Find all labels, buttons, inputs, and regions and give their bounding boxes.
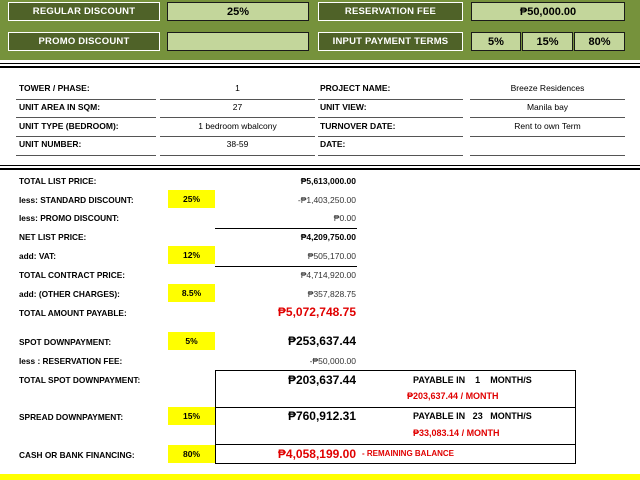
unit-area-value[interactable]: 27 bbox=[232, 102, 243, 112]
promo-discount-input[interactable] bbox=[167, 32, 309, 51]
total-payable-value: ₱5,072,748.75 bbox=[277, 305, 356, 319]
unit-type-value[interactable]: 1 bedroom wbalcony bbox=[198, 121, 277, 131]
turnover-date-value[interactable]: Rent to own Term bbox=[514, 121, 581, 131]
divider bbox=[470, 117, 625, 118]
other-charges-label: add: (OTHER CHARGES): bbox=[19, 289, 120, 299]
unit-area-label: UNIT AREA IN SQM: bbox=[19, 102, 101, 112]
divider bbox=[470, 99, 625, 100]
less-reservation-value: -₱50,000.00 bbox=[309, 356, 356, 366]
unit-view-value[interactable]: Manila bay bbox=[526, 102, 569, 112]
other-charges-pct: 8.5% bbox=[168, 284, 215, 302]
spread-monthly-value: ₱33,083.14 bbox=[413, 428, 460, 438]
vat-pct: 12% bbox=[168, 246, 215, 264]
divider bbox=[318, 99, 463, 100]
financing-label: CASH OR BANK FINANCING: bbox=[19, 450, 135, 460]
reservation-fee-input[interactable]: ₱50,000.00 bbox=[471, 2, 625, 21]
unit-type-label: UNIT TYPE (BEDROOM): bbox=[19, 121, 119, 131]
tower-label: TOWER / PHASE: bbox=[19, 83, 90, 93]
unit-view-label: UNIT VIEW: bbox=[320, 102, 367, 112]
divider bbox=[318, 136, 463, 137]
spot-monthly-value: ₱203,637.44 bbox=[407, 391, 459, 401]
divider bbox=[16, 155, 156, 156]
vat-label: add: VAT: bbox=[19, 251, 57, 261]
payment-terms-label: INPUT PAYMENT TERMS bbox=[318, 32, 463, 51]
financing-value: ₱4,058,199.00 bbox=[277, 447, 356, 461]
reservation-fee-label: RESERVATION FEE bbox=[318, 2, 463, 21]
promo-discount-row-value: ₱0.00 bbox=[333, 213, 356, 223]
spread-downpayment-label: SPREAD DOWNPAYMENT: bbox=[19, 412, 124, 422]
promo-discount-row-label: less: PROMO DISCOUNT: bbox=[19, 213, 120, 223]
divider bbox=[160, 99, 315, 100]
payment-term-spread-input[interactable]: 15% bbox=[522, 32, 573, 51]
regular-discount-input[interactable]: 25% bbox=[167, 2, 309, 21]
divider bbox=[215, 266, 357, 267]
spot-downpayment-label: SPOT DOWNPAYMENT: bbox=[19, 337, 112, 347]
total-list-price-label: TOTAL LIST PRICE: bbox=[19, 176, 97, 186]
divider bbox=[16, 136, 156, 137]
regular-discount-label: REGULAR DISCOUNT bbox=[8, 2, 160, 21]
divider bbox=[215, 228, 357, 229]
per-month-label: / MONTH bbox=[461, 428, 500, 438]
divider bbox=[470, 136, 625, 137]
turnover-date-label: TURNOVER DATE: bbox=[320, 121, 396, 131]
standard-discount-pct: 25% bbox=[168, 190, 215, 208]
promo-discount-label: PROMO DISCOUNT bbox=[8, 32, 160, 51]
divider bbox=[318, 117, 463, 118]
divider bbox=[160, 117, 315, 118]
contract-price-label: TOTAL CONTRACT PRICE: bbox=[19, 270, 126, 280]
divider bbox=[16, 117, 156, 118]
total-spot-label: TOTAL SPOT DOWNPAYMENT: bbox=[19, 375, 141, 385]
divider bbox=[160, 136, 315, 137]
spot-monthly-amount bbox=[407, 391, 499, 401]
date-label: DATE: bbox=[320, 139, 346, 149]
tower-value[interactable]: 1 bbox=[235, 83, 240, 93]
less-reservation-label: less : RESERVATION FEE: bbox=[19, 356, 123, 366]
divider bbox=[0, 165, 640, 166]
divider bbox=[0, 63, 640, 64]
settings-panel bbox=[0, 0, 640, 60]
spot-downpayment-value: ₱253,637.44 bbox=[287, 334, 356, 348]
total-spot-value: ₱203,637.44 bbox=[287, 373, 356, 387]
footer-band bbox=[0, 474, 640, 480]
divider bbox=[318, 155, 463, 156]
net-list-price-label: NET LIST PRICE: bbox=[19, 232, 87, 242]
divider bbox=[470, 155, 625, 156]
financing-pct: 80% bbox=[168, 445, 215, 463]
spot-payable-text: PAYABLE IN 1 MONTH/S bbox=[413, 375, 532, 385]
divider bbox=[160, 155, 315, 156]
project-name-value[interactable]: Breeze Residences bbox=[510, 83, 585, 93]
payment-term-financing-input[interactable]: 80% bbox=[574, 32, 625, 51]
per-month-label: / MONTH bbox=[460, 391, 499, 401]
spread-payable-text: PAYABLE IN 23 MONTH/S bbox=[413, 411, 532, 421]
divider bbox=[0, 168, 640, 170]
spread-monthly-amount bbox=[413, 428, 500, 438]
total-list-price-value: ₱5,613,000.00 bbox=[300, 176, 356, 186]
standard-discount-label: less: STANDARD DISCOUNT: bbox=[19, 195, 134, 205]
net-list-price-value: ₱4,209,750.00 bbox=[300, 232, 356, 242]
unit-number-label: UNIT NUMBER: bbox=[19, 139, 82, 149]
vat-value: ₱505,170.00 bbox=[307, 251, 356, 261]
divider bbox=[16, 99, 156, 100]
total-payable-label: TOTAL AMOUNT PAYABLE: bbox=[19, 308, 127, 318]
project-name-label: PROJECT NAME: bbox=[320, 83, 391, 93]
payment-term-spot-input[interactable]: 5% bbox=[471, 32, 521, 51]
spot-downpayment-pct: 5% bbox=[168, 332, 215, 350]
unit-number-value[interactable]: 38-59 bbox=[226, 139, 249, 149]
other-charges-value: ₱357,828.75 bbox=[307, 289, 356, 299]
remaining-balance-label: - REMAINING BALANCE bbox=[362, 449, 454, 458]
spread-downpayment-value: ₱760,912.31 bbox=[287, 409, 356, 423]
standard-discount-value: -₱1,403,250.00 bbox=[297, 195, 356, 205]
spread-downpayment-pct: 15% bbox=[168, 407, 215, 425]
divider bbox=[0, 66, 640, 68]
contract-price-value: ₱4,714,920.00 bbox=[300, 270, 356, 280]
